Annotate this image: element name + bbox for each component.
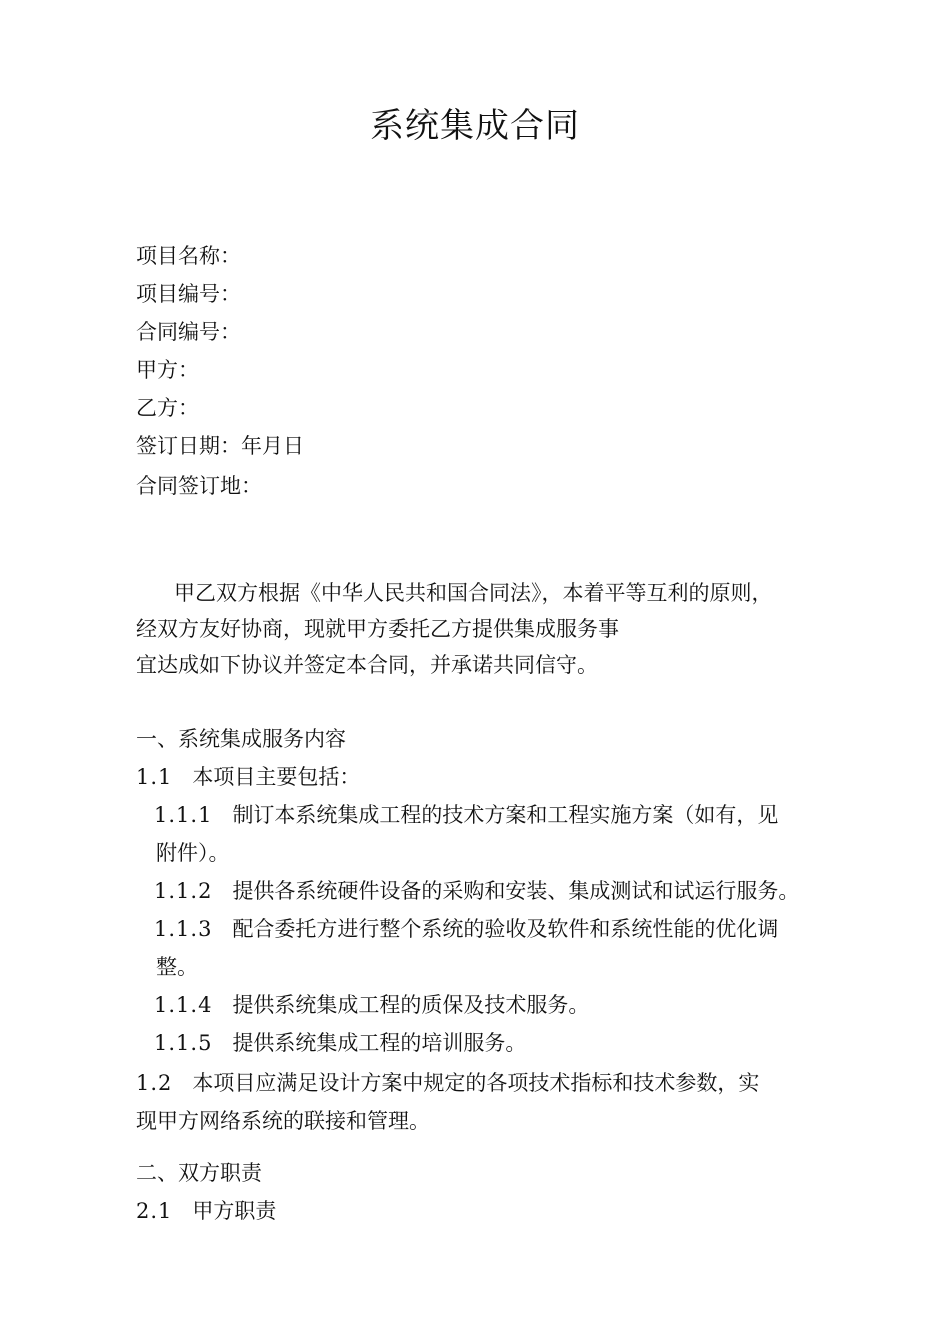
clause-text: 提供系统集成工程的培训服务。 bbox=[232, 1031, 527, 1055]
clause-1-2 bbox=[136, 1069, 759, 1097]
clause-1-1 bbox=[136, 763, 360, 791]
clause-text: 本项目应满足设计方案中规定的各项技术指标和技术参数，实 bbox=[192, 1071, 760, 1095]
clause-number: 1.1.1 bbox=[154, 803, 213, 827]
section-1-heading: 一、系统集成服务内容 bbox=[136, 727, 346, 751]
field-sign-date: 签订日期：年月日 bbox=[136, 434, 304, 458]
intro-line-1: 甲乙双方根据《中华人民共和国合同法》，本着平等互利的原则， bbox=[174, 581, 773, 605]
intro-line-2: 经双方友好协商，现就甲方委托乙方提供集成服务事 bbox=[136, 617, 619, 641]
clause-1-2-cont: 现甲方网络系统的联接和管理。 bbox=[136, 1109, 430, 1133]
section-2-heading: 二、双方职责 bbox=[136, 1161, 262, 1185]
clause-number: 2.1 bbox=[136, 1199, 173, 1223]
clause-1-1-4 bbox=[154, 991, 589, 1019]
field-project-no: 项目编号： bbox=[136, 282, 241, 306]
clause-1-1-3-cont: 整。 bbox=[156, 955, 198, 979]
clause-number: 1.2 bbox=[136, 1071, 173, 1095]
clause-1-1-1-cont: 附件）。 bbox=[156, 841, 230, 865]
clause-1-1-5 bbox=[154, 1029, 526, 1057]
clause-text: 甲方职责 bbox=[192, 1199, 277, 1223]
document-title: 系统集成合同 bbox=[370, 106, 580, 146]
clause-1-1-1 bbox=[154, 801, 778, 829]
field-party-a: 甲方： bbox=[136, 358, 199, 382]
clause-number: 1.1.4 bbox=[154, 993, 213, 1017]
clause-number: 1.1.3 bbox=[154, 917, 213, 941]
clause-number: 1.1.2 bbox=[154, 879, 213, 903]
field-sign-place: 合同签订地： bbox=[136, 474, 262, 498]
field-party-b: 乙方： bbox=[136, 396, 199, 420]
field-project-name: 项目名称： bbox=[136, 244, 241, 268]
clause-text: 提供各系统硬件设备的采购和安装、集成测试和试运行服务。 bbox=[232, 879, 800, 903]
clause-text: 制订本系统集成工程的技术方案和工程实施方案（如有，见 bbox=[232, 803, 779, 827]
clause-1-1-3 bbox=[154, 915, 778, 943]
clause-text: 配合委托方进行整个系统的验收及软件和系统性能的优化调 bbox=[232, 917, 779, 941]
clause-number: 1.1 bbox=[136, 765, 173, 789]
clause-1-1-2 bbox=[154, 877, 799, 905]
intro-line-3: 宜达成如下协议并签定本合同，并承诺共同信守。 bbox=[136, 653, 598, 677]
clause-text: 本项目主要包括： bbox=[192, 765, 361, 789]
clause-2-1 bbox=[136, 1197, 276, 1225]
clause-number: 1.1.5 bbox=[154, 1031, 213, 1055]
field-contract-no: 合同编号： bbox=[136, 320, 241, 344]
clause-text: 提供系统集成工程的质保及技术服务。 bbox=[232, 993, 590, 1017]
